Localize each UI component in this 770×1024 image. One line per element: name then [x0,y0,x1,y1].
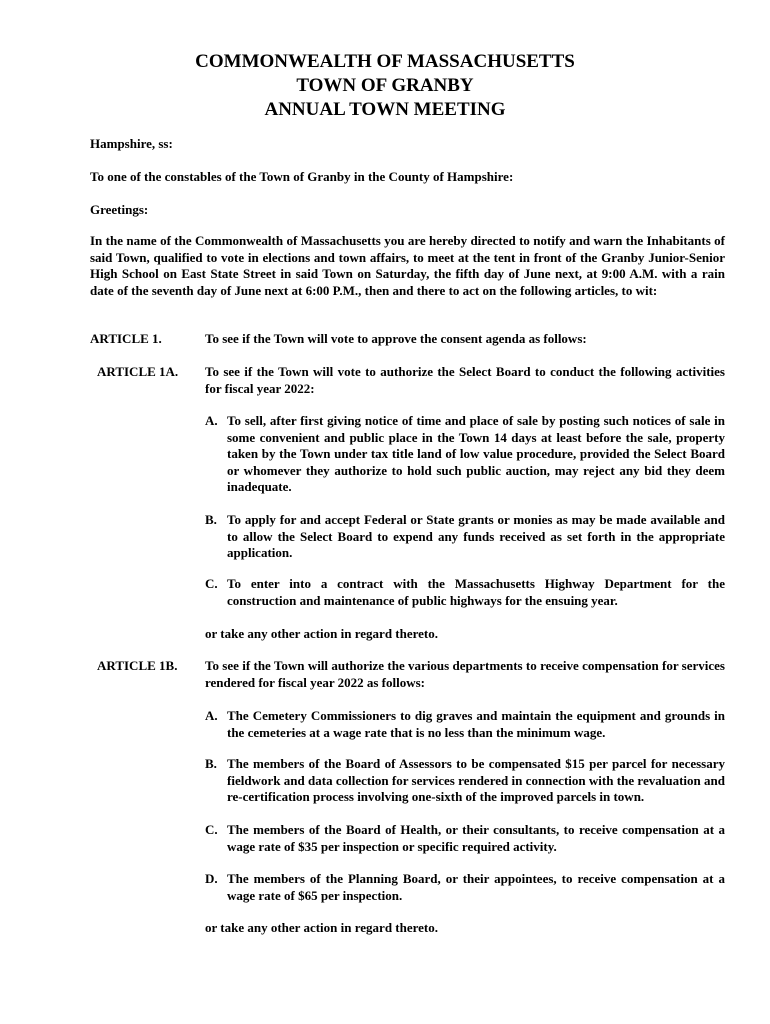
article-1a-text: To see if the Town will vote to authorize the Select Board to conduct the following activities for fiscal year 2022: [205,364,725,396]
item-text: The Cemetery Commissioners to dig graves and maintain the equipment and grounds in the cemeteries at a wage rate that is no less than the minimum wage. [227,708,725,740]
item-letter: B. [205,512,217,527]
greeting-line: Greetings: [90,202,149,217]
article-1a-item-b [205,512,725,562]
article-1a-item-c [205,576,725,609]
item-text: To enter into a contract with the Massachusetts Highway Department for the construction and maintenance of public highways for the ensuing year. [227,576,725,608]
item-letter: C. [205,576,218,591]
item-text: The members of the Board of Assessors to be compensated $15 per parcel for necessary fieldwork and data collection for services rendered in connection with the revaluation and re-certification process involving one-sixth of the improved parcels in town. [227,756,725,804]
warrant-paragraph: In the name of the Commonwealth of Massachusetts you are hereby directed to notify and warn the Inhabitants of said Town, qualified to vote in elections and town affairs, to meet at the tent in front of the Granby Junior-Senior High School on East State Street in said Town on Saturday, the fifth day of June next, at 9:00 A.M. with a rain date of the seventh day of June next at 6:00 P.M., then and there to act on the following articles, to wit: [90,233,725,298]
article-1-label: ARTICLE 1. [90,331,162,346]
addressee-line: To one of the constables of the Town of Granby in the County of Hampshire: [90,169,514,184]
article-1b-item-c [205,822,725,855]
article-1b-item-a [205,708,725,741]
article-1a-item-a [205,413,725,496]
item-letter: D. [205,871,218,886]
item-letter: B. [205,756,217,771]
article-1-text: To see if the Town will vote to approve the consent agenda as follows: [205,331,587,346]
item-letter: A. [205,413,218,428]
article-1b-item-b [205,756,725,806]
header-meeting: ANNUAL TOWN MEETING [264,99,506,120]
header-commonwealth: COMMONWEALTH OF MASSACHUSETTS [195,51,575,72]
article-1b-label: ARTICLE 1B. [97,658,178,673]
article-1a-label: ARTICLE 1A. [97,364,179,379]
document-header [0,50,770,122]
item-text: To sell, after first giving notice of time and place of sale by posting such notices of sale in some convenient and public place in the Town 14 days at least before the sale, property taken by the Town under tax title land of low value procedure, provided the Select Board or whomever they authorize to hold such public auction, may reject any bid they deem inadequate. [227,413,725,494]
item-text: The members of the Board of Health, or their consultants, to receive compensation at a wage rate of $35 per inspection or specific required activity. [227,822,725,854]
article-1b-closing: or take any other action in regard thereto. [205,920,439,935]
header-town: TOWN OF GRANBY [296,75,474,96]
article-1b-text: To see if the Town will authorize the various departments to receive compensation for services rendered for fiscal year 2022 as follows: [205,658,725,690]
item-text: The members of the Planning Board, or their appointees, to receive compensation at a wage rate of $65 per inspection. [227,871,725,903]
item-text: To apply for and accept Federal or State grants or monies as may be made available and to allow the Select Board to expend any funds received as set forth in the appropriate application. [227,512,725,560]
item-letter: A. [205,708,218,723]
county-line: Hampshire, ss: [90,136,173,151]
article-1b-item-d [205,871,725,904]
article-1a-closing: or take any other action in regard thereto. [205,626,439,641]
item-letter: C. [205,822,218,837]
